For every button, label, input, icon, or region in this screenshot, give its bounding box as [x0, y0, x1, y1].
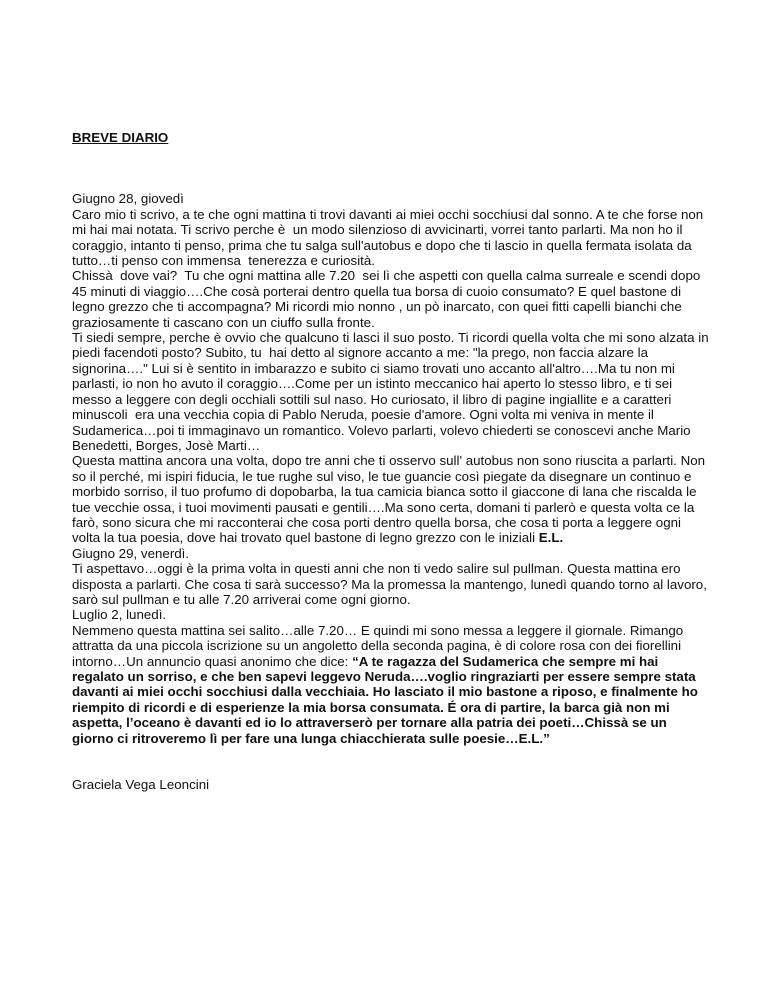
text-run: Luglio 2, lunedì.: [72, 607, 167, 623]
signature: Graciela Vega Leoncini: [72, 776, 210, 792]
paragraph: [72, 453, 710, 545]
paragraph: [72, 191, 710, 206]
paragraph: [72, 546, 710, 561]
document-title: BREVE DIARIO: [72, 129, 169, 145]
paragraph: [72, 607, 710, 622]
paragraph: [72, 268, 710, 330]
document-body: [72, 99, 713, 823]
text-run: Caro mio ti scrivo, a te che ogni mattina ti trovi davanti ai miei occhi socchiusi dal sonno. A te che forse non mi hai mai notata. Ti scrivo perche è un modo silenzioso di avvicinarti, vorrei tanto parlarti. Ma non ho il coraggio, intanto ti penso, prima che tu salga sull'autobus e dopo che ti lascio in quella fermata isolata da tutto…ti penso con immensa tenerezza e curiosità.: [72, 206, 707, 269]
paragraph: [72, 330, 713, 453]
text-run: Questa mattina ancora una volta, dopo tre anni che ti osservo sull' autobus non sono riuscita a parlarti. Non so il perché, mi ispiri fiducia, le tue rughe sul viso, le tue guancie così piegate da disegnare un continuo e morbido sorriso, il tuo profumo di dopobarba, la tua camicia bianca sotto il giaccone di lana che riscalda le tue vecchie ossa, i tuoi movimenti pausati e gentili….Ma sono certa, domani ti parlerò e questa volta ce la farò, sono sicura che mi racconterai che cosa porti dentro quella borsa, che cosa ti porta a leggere ogni volta la tua poesia, dove hai trovato quel bastone di legno grezzo con le iniziali: [72, 453, 709, 546]
text-run: Ti siedi sempre, perche è ovvio che qualcuno ti lasci il suo posto. Ti ricordi quella volta che mi sono alzata in piedi facendoti posto? Subito, tu hai detto al signore accanto a me: "la prego, non faccia alzare la signorina…." Lui si è sentito in imbarazzo e subito ci siamo trovati uno accanto all'altro….Ma tu non mi parlasti, io non ho avuto il coraggio….Come per un istinto meccanico hai aperto lo stesso libro, e ti sei messo a leggere con degli occhiali sottili sul naso. Ho curiosato, il libro di pagine ingiallite e a caratteri minuscoli era una vecchia copia di Pablo Neruda, poesie d'amore. Ogni volta mi veniva in mente il Sudamerica…poi ti immaginavo un romantico. Volevo parlarti, volevo chiederti se conoscevi anche Mario Benedetti, Borges, Josè Marti…: [72, 330, 713, 453]
text-run: Chissà dove vai? Tu che ogni mattina alle 7.20 sei lì che aspetti con quella calma surreale e scendi dopo 45 minuti di viaggio….Che cosà porterai dentro quella tua borsa di cuoio consumato? E quel bastone di legno grezzo che ti accompagna? Mi ricordi mio nonno , un pò inarcato, con quei fitti capelli bianchi che graziosamente ti cascano con un ciuffo sulla fronte.: [72, 268, 704, 330]
text-run: Nemmeno questa mattina sei salito…alle 7.20… E quindi mi sono messa a leggere il giornale. Rimango attratta da una piccola iscrizione su un angoletto della seconda pagina, è di colore rosa con dei fiorellini intorno…Un annuncio quasi anonimo che dice:: [72, 622, 687, 669]
text-run: Giugno 28, giovedì: [72, 191, 184, 207]
text-run: Ti aspettavo…oggi è la prima volta in questi anni che non ti vedo salire sul pullman. Questa mattina ero disposta a parlarti. Che cosa ti sarà successo? Ma la promessa la mantengo, lunedì quando torno al lavoro, sarò sul pullman e tu alle 7.20 arriverai come ogni giorno.: [72, 561, 711, 607]
paragraph: [72, 561, 710, 607]
text-run: Giugno 29, venerdì.: [72, 545, 190, 561]
bold-text-run: “A te ragazza del Sudamerica che sempre mi hai regalato un sorriso, e che ben sapevi leggevo Neruda….voglio ringraziarti per essere sempre stata davanti ai miei occhi socchiusi dalla vecchiaia. Ho lasciato il mio bastone a riposo, e finalmente ho riempito di ricordi e di esperienze la mia borsa consumata. É ora di partire, la barca già non mi aspetta, l’oceano è davanti ed io lo attraverserò per tornare alla patria dei poeti…Chissà se un giorno ci ritroveremo lì per fare una lunga chiacchierata sulle poesie…E.L.”: [72, 653, 702, 746]
paragraph: [72, 207, 710, 269]
paragraph-container: [72, 191, 713, 746]
bold-text-run: E.L.: [538, 530, 564, 546]
paragraph: [72, 623, 710, 746]
